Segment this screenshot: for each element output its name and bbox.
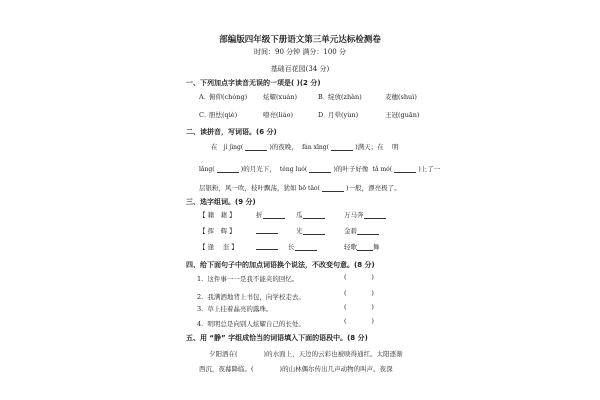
q3-blank-9[interactable] [357,244,373,251]
section-title: 基础百花园(34 分) [270,65,330,73]
q2-line2 [199,164,440,173]
q3-row1-w2 [296,210,325,219]
q4-item-1-text: 这件事一一是我不能夹的回忆。 [207,275,299,283]
q1-option-c-label: C． [199,111,211,119]
q3-row1-w2-text: 瓜 [296,211,303,219]
q2-blank-5[interactable] [394,166,416,173]
q2-blank-2[interactable] [331,144,353,151]
q4-item-1-num: 1. [197,275,204,283]
q5-line1-b: )的水面上，天边的云彩也被映得通红。太阳逐渐 [263,350,403,358]
q1-option-b-word2: 麦穗(shuì) [385,93,417,101]
q2-line1-d: 明 [391,143,399,151]
q1-option-d-word2: 王冠(guān) [385,111,420,119]
q4-item-3-num: 3. [197,305,204,313]
q3-row1-w3-text: 万马奔 [344,211,364,219]
q2-line1-a: 在 [211,143,218,151]
q3-blank-2[interactable] [303,212,325,219]
q3-blank-4[interactable] [256,227,278,234]
q5-line2-a: 西沉，夜幕降临。( [199,365,254,373]
q3-row3-w3-text: 轻歌 [344,243,357,251]
q3-row2-chars: 【 挥 辉 】 [199,227,236,235]
q1-option-d-word1: 月晕(yùn) [328,111,359,119]
q3-blank-5[interactable] [303,228,325,235]
q4-answer-4[interactable]: ( ) [344,317,374,325]
q5-line2 [199,364,393,373]
q2-line2-b: )的叶子好像 [333,165,369,173]
q5-line2-b: )的山林偶尔传出几声动物的叫声。夜深 [279,365,393,373]
q3-row3-w1 [256,242,278,250]
q3-row1-w3 [344,210,386,219]
q2-line2-a: )的月光下， [240,165,276,173]
q3-blank-3[interactable] [364,212,386,219]
q4-item-1 [197,274,298,283]
q1-option-a-word1: 俯仰(chóng) [209,93,248,101]
q1-option-b-word1: 绽放(zhàn) [328,93,362,101]
q4-item-2 [197,292,305,301]
q4-item-4 [197,319,305,328]
q4-answer-3[interactable]: ( ) [344,303,374,311]
q2-heading: 二、读拼音，写词语。(6 分) [186,128,277,136]
q3-row1-chars: 【 籍 藉 】 [199,211,236,219]
q3-heading: 三、选字组词。(9 分) [186,198,256,206]
exam-title: 部编版四年级下册语文第三单元达标检测卷 [219,35,381,45]
q1-option-c-word1: 胆怯(qiè) [209,111,238,119]
q2-pinyin-6: bō tāo( [298,185,320,192]
q3-row3-chars: 【 逢 奎 】 [199,243,238,251]
q5-heading: 五、用 “静” 字组成恰当的词语填入下面的语段中。(8 分) [186,334,368,342]
q1-option-a-word2: 炫耀(xuán) [263,93,297,101]
q3-blank-7[interactable] [256,243,278,250]
q2-blank-4[interactable] [309,166,331,173]
q4-item-4-text: 明明总是向别人炫耀自己的长处。 [207,320,305,328]
q3-row3-w2-text: 长 [288,243,295,251]
q3-row2-w1 [256,226,278,234]
q3-row3-w4-text: 舞 [373,243,380,251]
q2-line1-b: )的夜晚， [269,143,298,151]
q3-row2-w3-text: 金碧 [344,227,357,235]
q4-item-2-text: 我满洒地背上书包，向学校走去。 [207,293,305,301]
q3-row3-w3 [344,242,380,251]
q5-line1-a: 夕阳洒在( [209,350,238,358]
q2-line1-c: )满天；在 [355,143,384,151]
q4-item-3 [197,304,272,313]
q2-blank-1[interactable] [245,144,267,151]
q3-row2-w2-text: 光 [296,227,303,235]
q1-option-c-word2: 嘹亮(liáo) [263,111,294,119]
q2-pinyin-5: tǎ mó( [372,166,393,173]
q2-pinyin-4: téng luó( [279,166,308,173]
q2-line3-b: )一般，漂亮极了。 [346,184,401,192]
q4-answer-2[interactable]: ( ) [344,289,374,297]
q3-blank-6[interactable] [357,228,379,235]
q2-line2-c: )上了一 [418,165,441,173]
q2-line3 [199,183,401,192]
q2-line1 [211,142,398,151]
q3-row2-w3 [344,226,379,235]
q4-item-4-num: 4. [197,320,204,328]
q2-line3-a: 层银粉，风一吹，枝叶飘荡，犹如 [199,184,297,192]
q5-blank-2[interactable] [254,367,280,373]
q1-heading: 一、下列加点字读音无误的一项是( )(2 分) [186,79,321,87]
q4-item-2-num: 2. [197,293,204,301]
q2-pinyin-1: jì jìng( [223,144,244,151]
q3-blank-1[interactable] [263,212,285,219]
q1-option-a-label: A． [199,93,211,101]
exam-info: 时间：90 分钟 满分：100 分 [254,48,346,56]
q2-pinyin-3: lǎng( [199,166,215,173]
q4-answer-1[interactable]: ( ) [344,273,374,281]
q1-option-b-label: B． [318,93,330,101]
q4-heading: 四、给下面句子中的加点词语换个说法，不改变句意。(8 分) [186,261,375,269]
q2-blank-6[interactable] [322,185,344,192]
q3-row3-w2 [288,242,317,251]
q4-item-3-text: 草上挂着晶亮的露珠。 [207,305,273,313]
q3-blank-8[interactable] [295,244,317,251]
q2-blank-3[interactable] [217,166,239,173]
q2-pinyin-2: fán xīng( [302,144,329,151]
q5-line1 [209,349,403,358]
q3-row1-w1 [256,210,285,219]
q5-blank-1[interactable] [238,352,264,358]
q3-row1-w1-text: 折 [256,211,263,219]
q1-option-d-label: D． [318,111,330,119]
q3-row2-w2 [296,226,325,235]
